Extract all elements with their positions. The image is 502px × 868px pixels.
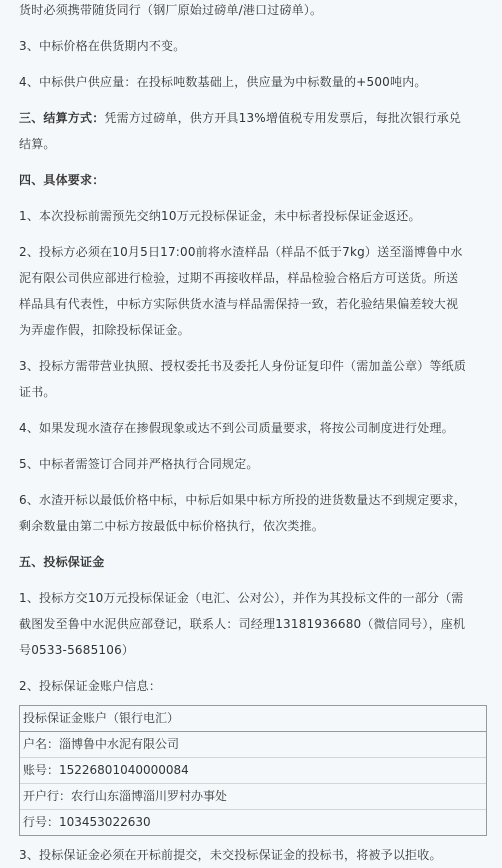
- table-header: 投标保证金账户（银行电汇）: [20, 706, 486, 732]
- section-heading-requirements: 四、具体要求：: [19, 173, 105, 187]
- text-line: 剩余数量由第二中标方按最低中标价格执行，依次类推。: [19, 519, 325, 533]
- text-line: 3、投标方需带营业执照、授权委托书及委托人身份证复印件（需加盖公章）等纸质: [19, 359, 467, 373]
- text-line: 证书。: [19, 385, 56, 399]
- text-line: 2、投标保证金账户信息：: [19, 679, 162, 693]
- section-heading-settlement: 三、结算方式：: [19, 111, 105, 125]
- text-span: 凭需方过磅单，供方开具13%增值税专用发票后，每批次银行承兑: [104, 111, 462, 125]
- text-line: 1、投标方交10万元投标保证金（电汇、公对公），并作为其投标文件的一部分（需: [19, 591, 464, 605]
- text-line: 5、中标者需签订合同并严格执行合同规定。: [19, 457, 259, 471]
- table-row-account-number: 账号：15226801040000084: [20, 758, 486, 784]
- text-line: 结算。: [19, 137, 56, 151]
- account-info-table: [19, 705, 487, 836]
- text-line: 2、投标方必须在10月5日17:00前将水渣样品（样品不低于7kg）送至淄博鲁中水: [19, 245, 463, 259]
- text-line: 4、中标供户供应量：在投标吨数基础上，供应量为中标数量的+500吨内。: [19, 75, 427, 89]
- text-line: [19, 105, 488, 131]
- text-line: 6、水渣开标以最低价格中标，中标后如果中标方所投的进货数量达不到规定要求，: [19, 493, 467, 507]
- text-line: 3、投标保证金必须在开标前提交，未交投标保证金的投标书，将被予以拒收。: [19, 848, 442, 862]
- section-heading-deposit: 五、投标保证金: [19, 555, 105, 569]
- text-line: 1、本次投标前需预先交纳10万元投标保证金，未中标者投标保证金返还。: [19, 209, 421, 223]
- table-row-bank: 开户行：农行山东淄博淄川罗村办事处: [20, 784, 486, 810]
- text-line: 3、中标价格在供货期内不变。: [19, 39, 186, 53]
- table-row-bank-code: 行号：103453022630: [23, 815, 151, 829]
- text-line: 4、如果发现水渣存在掺假现象或达不到公司质量要求，将按公司制度进行处理。: [19, 421, 454, 435]
- text-line: 泥有限公司供应部进行检验，过期不再接收样品，样品检验合格后方可送货。所送: [19, 271, 459, 285]
- text-line: 为弄虚作假，扣除投标保证金。: [19, 323, 190, 337]
- text-line: 号0533-5685106）: [19, 643, 135, 657]
- text-line: 样品具有代表性，中标方实际供货水渣与样品需保持一致，若化验结果偏差较大视: [19, 297, 459, 311]
- text-line: 截图发至鲁中水泥供应部登记，联系人：司经理13181936680（微信同号），座机: [19, 617, 466, 631]
- text-line: 货时必须携带随货同行（钢厂原始过磅单/港口过磅单）。: [19, 3, 323, 17]
- table-row-account-name: 户名：淄博鲁中水泥有限公司: [20, 732, 486, 758]
